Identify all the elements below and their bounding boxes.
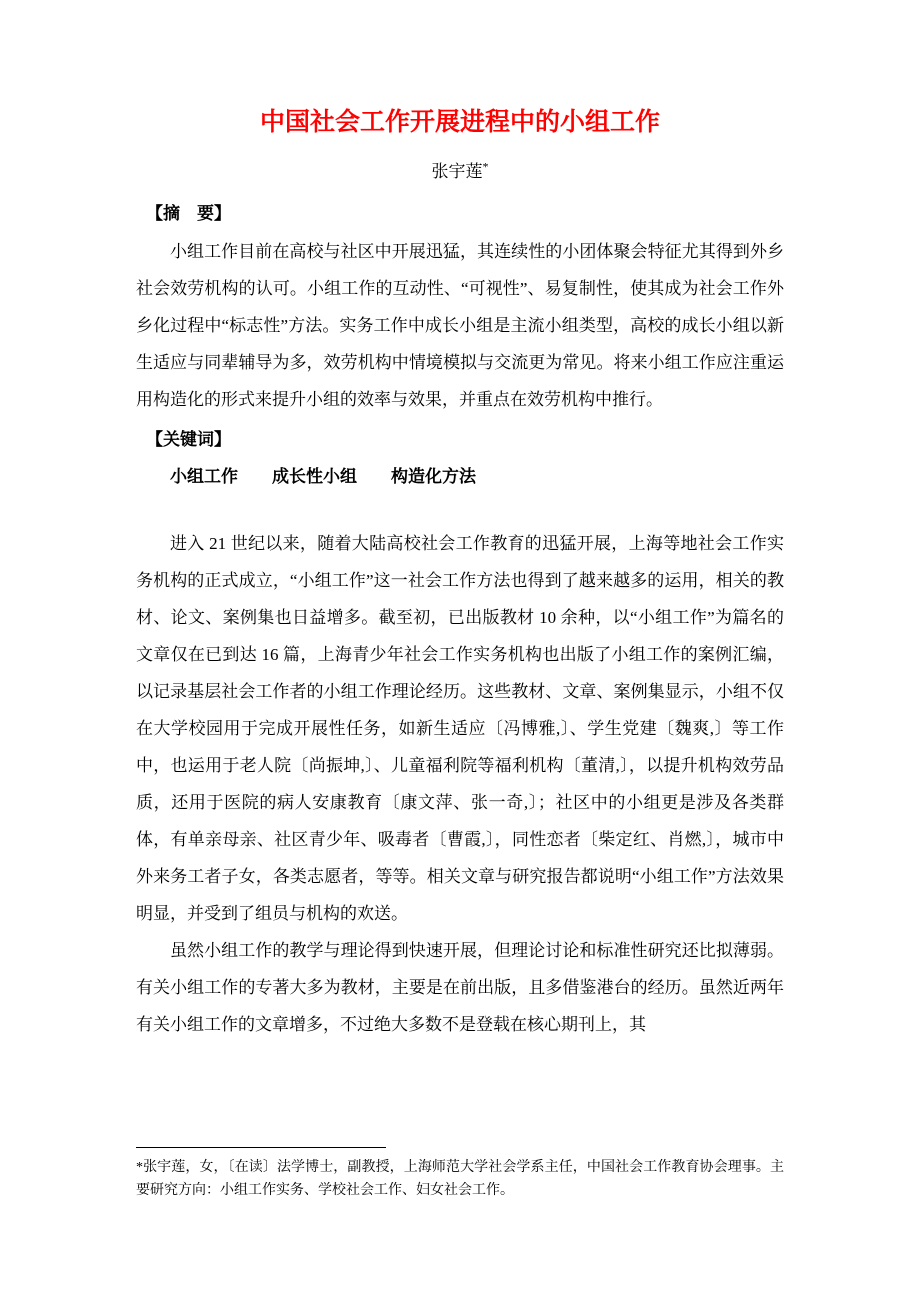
body-paragraph-1: 进入 21 世纪以来，随着大陆高校社会工作教育的迅猛开展，上海等地社会工作实务机构的正式成立，“小组工作”这一社会工作方法也得到了越来越多的运用，相关的教材、论文、案例集也日益增多。截至初，已出版教材 10 余种，以“小组工作”为篇名的文章仅在已到达 16 篇，上海青少年社会工作实务机构也出版了小组工作的案例汇编，以记录基层社会工作者的小组工作理论经历。这些教材、文章、案例集显示，小组不仅在大学校园用于完成开展性任务，如新生适应〔冯博雅,〕、学生党建〔魏爽,〕等工作中，也运用于老人院〔尚振坤,〕、儿童福利院等福利机构〔董清,〕，以提升机构效劳品质，还用于医院的病人安康教育〔康文萍、张一奇,〕；社区中的小组更是涉及各类群体，有单亲母亲、社区青少年、吸毒者〔曹霞,〕，同性恋者〔柴定红、肖燃,〕，城市中外来务工者子女，各类志愿者，等等。相关文章与研究报告都说明“小组工作”方法效果明显，并受到了组员与机构的欢送。 <box>136 534 784 923</box>
abstract-label: 【摘 要】 <box>146 204 231 223</box>
body-paragraph-2: 虽然小组工作的教学与理论得到快速开展，但理论讨论和标准性研究还比拟薄弱。有关小组工作的专著大多为教材，主要是在前出版，且多借鉴港台的经历。虽然近两年有关小组工作的文章增多，不过绝大多数不是登载在核心期刊上，其 <box>136 941 784 1034</box>
keywords-text: 小组工作 成长性小组 构造化方法 <box>170 467 476 486</box>
page-title: 中国社会工作开展进程中的小组工作 <box>259 109 660 136</box>
footnote-section <box>136 1147 784 1202</box>
keywords-label: 【关键词】 <box>146 430 231 449</box>
author-line <box>136 160 784 184</box>
abstract-text: 小组工作目前在高校与社区中开展迅猛，其连续性的小团体聚会特征尤其得到外乡社会效劳机构的认可。小组工作的互动性、“可视性”、易复制性，使其成为社会工作外乡化过程中“标志性”方法。实务工作中成长小组是主流小组类型，高校的成长小组以新生适应与同辈辅导为多，效劳机构中情境模拟与交流更为常见。将来小组工作应注重运用构造化的形式来提升小组的效率与效果，并重点在效劳机构中推行。 <box>136 242 784 409</box>
author-name: 张宇莲 <box>431 162 483 181</box>
footnote-divider <box>136 1147 386 1148</box>
author-footnote-mark: * <box>482 159 489 174</box>
footnote-text: *张宇莲，女，〔在读〕法学博士，副教授，上海师范大学社会学系主任，中国社会工作教育协会理事。主要研究方向：小组工作实务、学校社会工作、妇女社会工作。 <box>136 1160 784 1198</box>
